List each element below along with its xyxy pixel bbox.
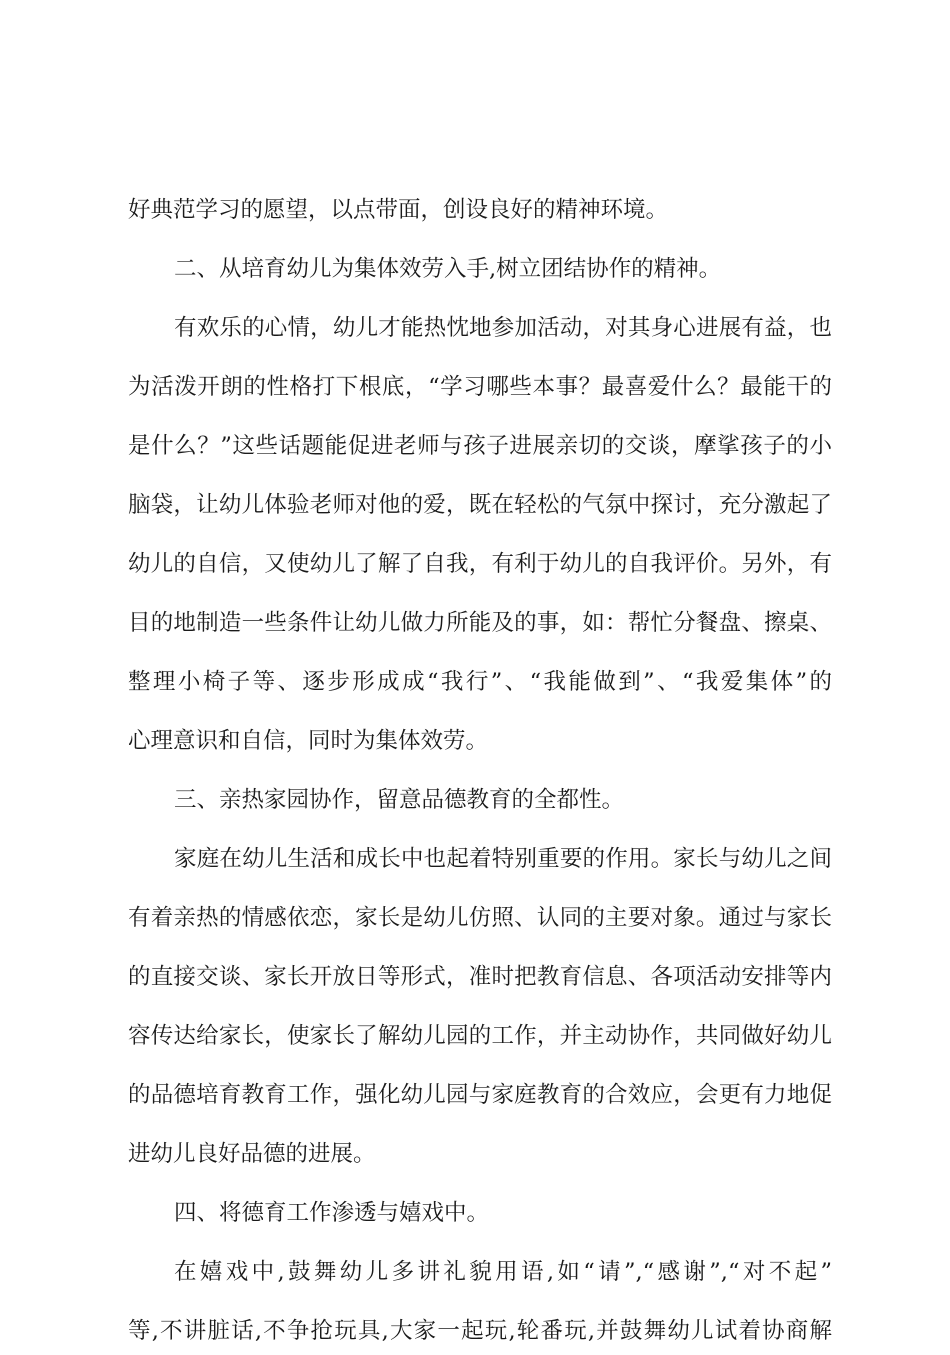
paragraph-line: 在嬉戏中,鼓舞幼儿多讲礼貌用语,如“请”,“感谢”,“对不起” (174, 1259, 832, 1285)
section-heading-2: 二、从培育幼儿为集体效劳入手,树立团结协作的精神。 (174, 256, 722, 282)
document-body (128, 186, 832, 1355)
section-heading-4: 四、将德育工作渗透与嬉戏中。 (174, 1200, 490, 1226)
section-heading-3: 三、亲热家园协作，留意品德教育的全都性。 (174, 787, 625, 813)
paragraph-line: 有欢乐的心情，幼儿才能热忱地参加活动，对其身心进展有益，也 (174, 315, 832, 341)
paragraph-line: 进幼儿良好品德的进展。 (128, 1141, 376, 1167)
paragraph-line: 为活泼开朗的性格打下根底，“学习哪些本事？最喜爱什么？最能干的 (128, 374, 832, 400)
paragraph-line: 的直接交谈、家长开放日等形式，准时把教育信息、各项活动安排等内 (128, 964, 832, 990)
paragraph-line: 幼儿的自信，又使幼儿了解了自我，有利于幼儿的自我评价。另外，有 (128, 551, 832, 577)
continuation-line: 好典范学习的愿望，以点带面，创设良好的精神环境。 (128, 197, 669, 223)
paragraph-line: 家庭在幼儿生活和成长中也起着特别重要的作用。家长与幼儿之间 (174, 846, 832, 872)
paragraph-line: 的品德培育教育工作，强化幼儿园与家庭教育的合效应，会更有力地促 (128, 1082, 832, 1108)
paragraph-line: 心理意识和自信，同时为集体效劳。 (128, 728, 489, 754)
paragraph-line: 等,不讲脏话,不争抢玩具,大家一起玩,轮番玩,并鼓舞幼儿试着协商解 (128, 1318, 832, 1344)
paragraph-line: 整理小椅子等、逐步形成成“我行”、“我能做到”、“我爱集体”的 (128, 669, 832, 695)
paragraph-line: 是什么？”这些话题能促进老师与孩子进展亲切的交谈，摩挲孩子的小 (128, 433, 832, 459)
paragraph-line: 脑袋，让幼儿体验老师对他的爱，既在轻松的气氛中探讨，充分激起了 (128, 492, 832, 518)
paragraph-line: 有着亲热的情感依恋，家长是幼儿仿照、认同的主要对象。通过与家长 (128, 905, 832, 931)
paragraph-line: 容传达给家长，使家长了解幼儿园的工作，并主动协作，共同做好幼儿 (128, 1023, 832, 1049)
paragraph-line: 目的地制造一些条件让幼儿做力所能及的事，如：帮忙分餐盘、擦桌、 (128, 610, 832, 636)
